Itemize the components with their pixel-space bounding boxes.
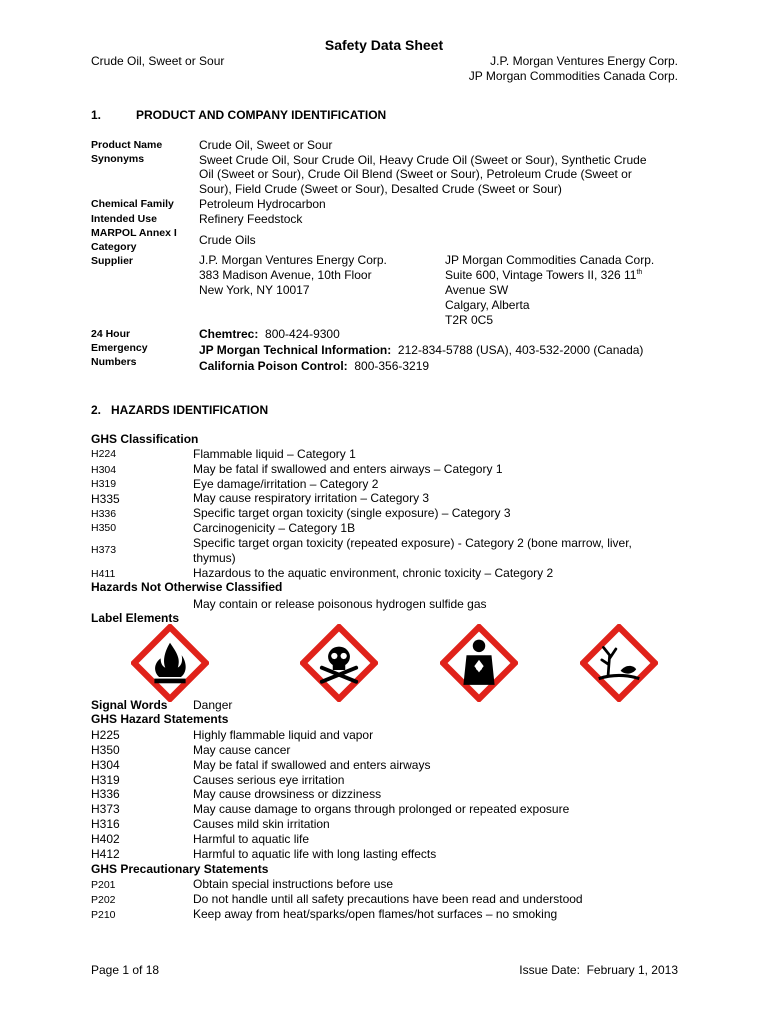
product-name-label: Product Name: [91, 139, 163, 151]
marpol-value: Crude Oils: [199, 233, 256, 247]
hazard-text: May cause drowsiness or dizziness: [193, 787, 382, 801]
section-1-title: PRODUCT AND COMPANY IDENTIFICATION: [136, 108, 387, 122]
precautionary-code: P210: [91, 909, 116, 921]
chemtrec-label: Chemtrec:: [199, 327, 259, 341]
header-company-2: JP Morgan Commodities Canada Corp.: [468, 69, 678, 83]
page-number: Page 1 of 18: [91, 963, 160, 977]
header-product: Crude Oil, Sweet or Sour: [91, 54, 225, 68]
classification-text: May cause respiratory irritation – Category 3: [193, 491, 430, 505]
issue-date: Issue Date: February 1, 2013: [519, 963, 678, 977]
poison-number: 800-356-3219: [354, 359, 430, 373]
hazard-code: H304: [91, 758, 120, 772]
skull-crossbones-icon: [300, 624, 378, 702]
hazard-text: Causes serious eye irritation: [193, 773, 345, 787]
hazard-code: H350: [91, 743, 120, 757]
classification-text: Specific target organ toxicity (repeated exposure) - Category 2 (bone marrow, liver,: [193, 536, 632, 550]
hazard-text: May be fatal if swallowed and enters airways: [193, 758, 431, 772]
hnoc-title: Hazards Not Otherwise Classified: [91, 580, 283, 594]
poison-label: California Poison Control:: [199, 359, 348, 373]
hazard-text: Harmful to aquatic life with long lasting effects: [193, 847, 437, 861]
intended-use-label: Intended Use: [91, 213, 157, 225]
emergency-label: 24 Hour: [91, 328, 131, 340]
synonyms-line: Sweet Crude Oil, Sour Crude Oil, Heavy Crude Oil (Sweet or Sour), Synthetic Crude: [199, 153, 647, 167]
chemtrec-number: 800-424-9300: [265, 327, 340, 341]
supplier-label: Supplier: [91, 255, 134, 267]
precautionary-code: P202: [91, 894, 116, 906]
precautionary-title: GHS Precautionary Statements: [91, 862, 269, 876]
classification-code: H335: [91, 492, 120, 506]
classification-code: H336: [91, 508, 117, 520]
marpol-label: MARPOL Annex I: [91, 227, 177, 239]
flame-icon: [131, 624, 209, 702]
chemical-family-value: Petroleum Hydrocarbon: [199, 197, 326, 211]
classification-code: H350: [91, 522, 117, 534]
emergency-label: Numbers: [91, 356, 137, 368]
classification-code: H304: [91, 464, 117, 476]
jpm-line: [199, 343, 643, 357]
chemical-family-label: Chemical Family: [91, 198, 174, 210]
emergency-label: Emergency: [91, 342, 148, 354]
ghs-classification-title: GHS Classification: [91, 432, 199, 446]
hazard-text: Causes mild skin irritation: [193, 817, 330, 831]
intended-use-value: Refinery Feedstock: [199, 212, 303, 226]
hazard-code: H319: [91, 773, 120, 787]
hazard-code: H412: [91, 847, 120, 861]
precautionary-text: Do not handle until all safety precautions have been read and understood: [193, 892, 583, 906]
hazard-text: Highly flammable liquid and vapor: [193, 728, 374, 742]
precautionary-code: P201: [91, 879, 116, 891]
classification-code: H319: [91, 478, 117, 490]
poison-line: [199, 359, 429, 373]
supplier-2-address: Suite 600, Vintage Towers II, 326 11: [445, 268, 637, 282]
hazard-text: May cause cancer: [193, 743, 291, 757]
supplier-1-line: J.P. Morgan Ventures Energy Corp.: [199, 253, 387, 267]
supplier-2-line: T2R 0C5: [445, 313, 494, 327]
precautionary-text: Obtain special instructions before use: [193, 877, 394, 891]
document-title: Safety Data Sheet: [324, 37, 444, 53]
header-company-1: J.P. Morgan Ventures Energy Corp.: [490, 54, 678, 68]
hazard-code: H225: [91, 728, 120, 742]
label-elements-title: Label Elements: [91, 611, 180, 625]
jpm-number: 212-834-5788 (USA), 403-532-2000 (Canada): [397, 343, 644, 357]
classification-text: Carcinogenicity – Category 1B: [193, 521, 356, 535]
classification-text: May be fatal if swallowed and enters airways – Category 1: [193, 462, 503, 476]
section-2-title: 2. HAZARDS IDENTIFICATION: [91, 403, 269, 417]
classification-text: thymus): [193, 551, 236, 565]
hazard-code: H316: [91, 817, 120, 831]
section-1-number: 1.: [91, 108, 102, 122]
supplier-1-line: 383 Madison Avenue, 10th Floor: [199, 268, 372, 282]
classification-code: H373: [91, 544, 117, 556]
supplier-2-line: JP Morgan Commodities Canada Corp.: [445, 253, 655, 267]
classification-code: H411: [91, 568, 116, 580]
hazard-code: H336: [91, 787, 120, 801]
classification-code: H224: [91, 448, 117, 460]
chemtrec-line: [199, 327, 340, 341]
hazard-statements-title: GHS Hazard Statements: [91, 712, 229, 726]
hnoc-text: May contain or release poisonous hydrogen sulfide gas: [193, 597, 487, 611]
supplier-1-line: New York, NY 10017: [199, 283, 310, 297]
signal-words-value: Danger: [193, 698, 233, 712]
marpol-label: Category: [91, 241, 137, 253]
synonyms-line: Sour), Field Crude (Sweet or Sour), Desalted Crude (Sweet or Sour): [199, 182, 562, 196]
synonyms-label: Synonyms: [91, 153, 145, 165]
hazard-text: Harmful to aquatic life: [193, 832, 310, 846]
classification-text: Eye damage/irritation – Category 2: [193, 477, 379, 491]
jpm-label: JP Morgan Technical Information:: [199, 343, 392, 357]
environment-icon: [580, 624, 658, 702]
classification-text: Flammable liquid – Category 1: [193, 447, 356, 461]
health-hazard-icon: [440, 624, 518, 702]
hazard-code: H402: [91, 832, 120, 846]
supplier-2-line: Avenue SW: [445, 283, 509, 297]
classification-text: Hazardous to the aquatic environment, chronic toxicity – Category 2: [193, 566, 554, 580]
supplier-2-line: Calgary, Alberta: [445, 298, 530, 312]
signal-words-label: Signal Words: [91, 698, 168, 712]
product-name-value: Crude Oil, Sweet or Sour: [199, 138, 333, 152]
synonyms-line: Oil (Sweet or Sour), Crude Oil Blend (Sweet or Sour), Petroleum Crude (Sweet or: [199, 167, 632, 181]
precautionary-text: Keep away from heat/sparks/open flames/hot surfaces – no smoking: [193, 907, 558, 921]
classification-text: Specific target organ toxicity (single exposure) – Category 3: [193, 506, 511, 520]
supplier-2-line: [445, 268, 642, 282]
hazard-code: H373: [91, 802, 120, 816]
ordinal-superscript: th: [636, 269, 643, 276]
hazard-text: May cause damage to organs through prolonged or repeated exposure: [193, 802, 570, 816]
